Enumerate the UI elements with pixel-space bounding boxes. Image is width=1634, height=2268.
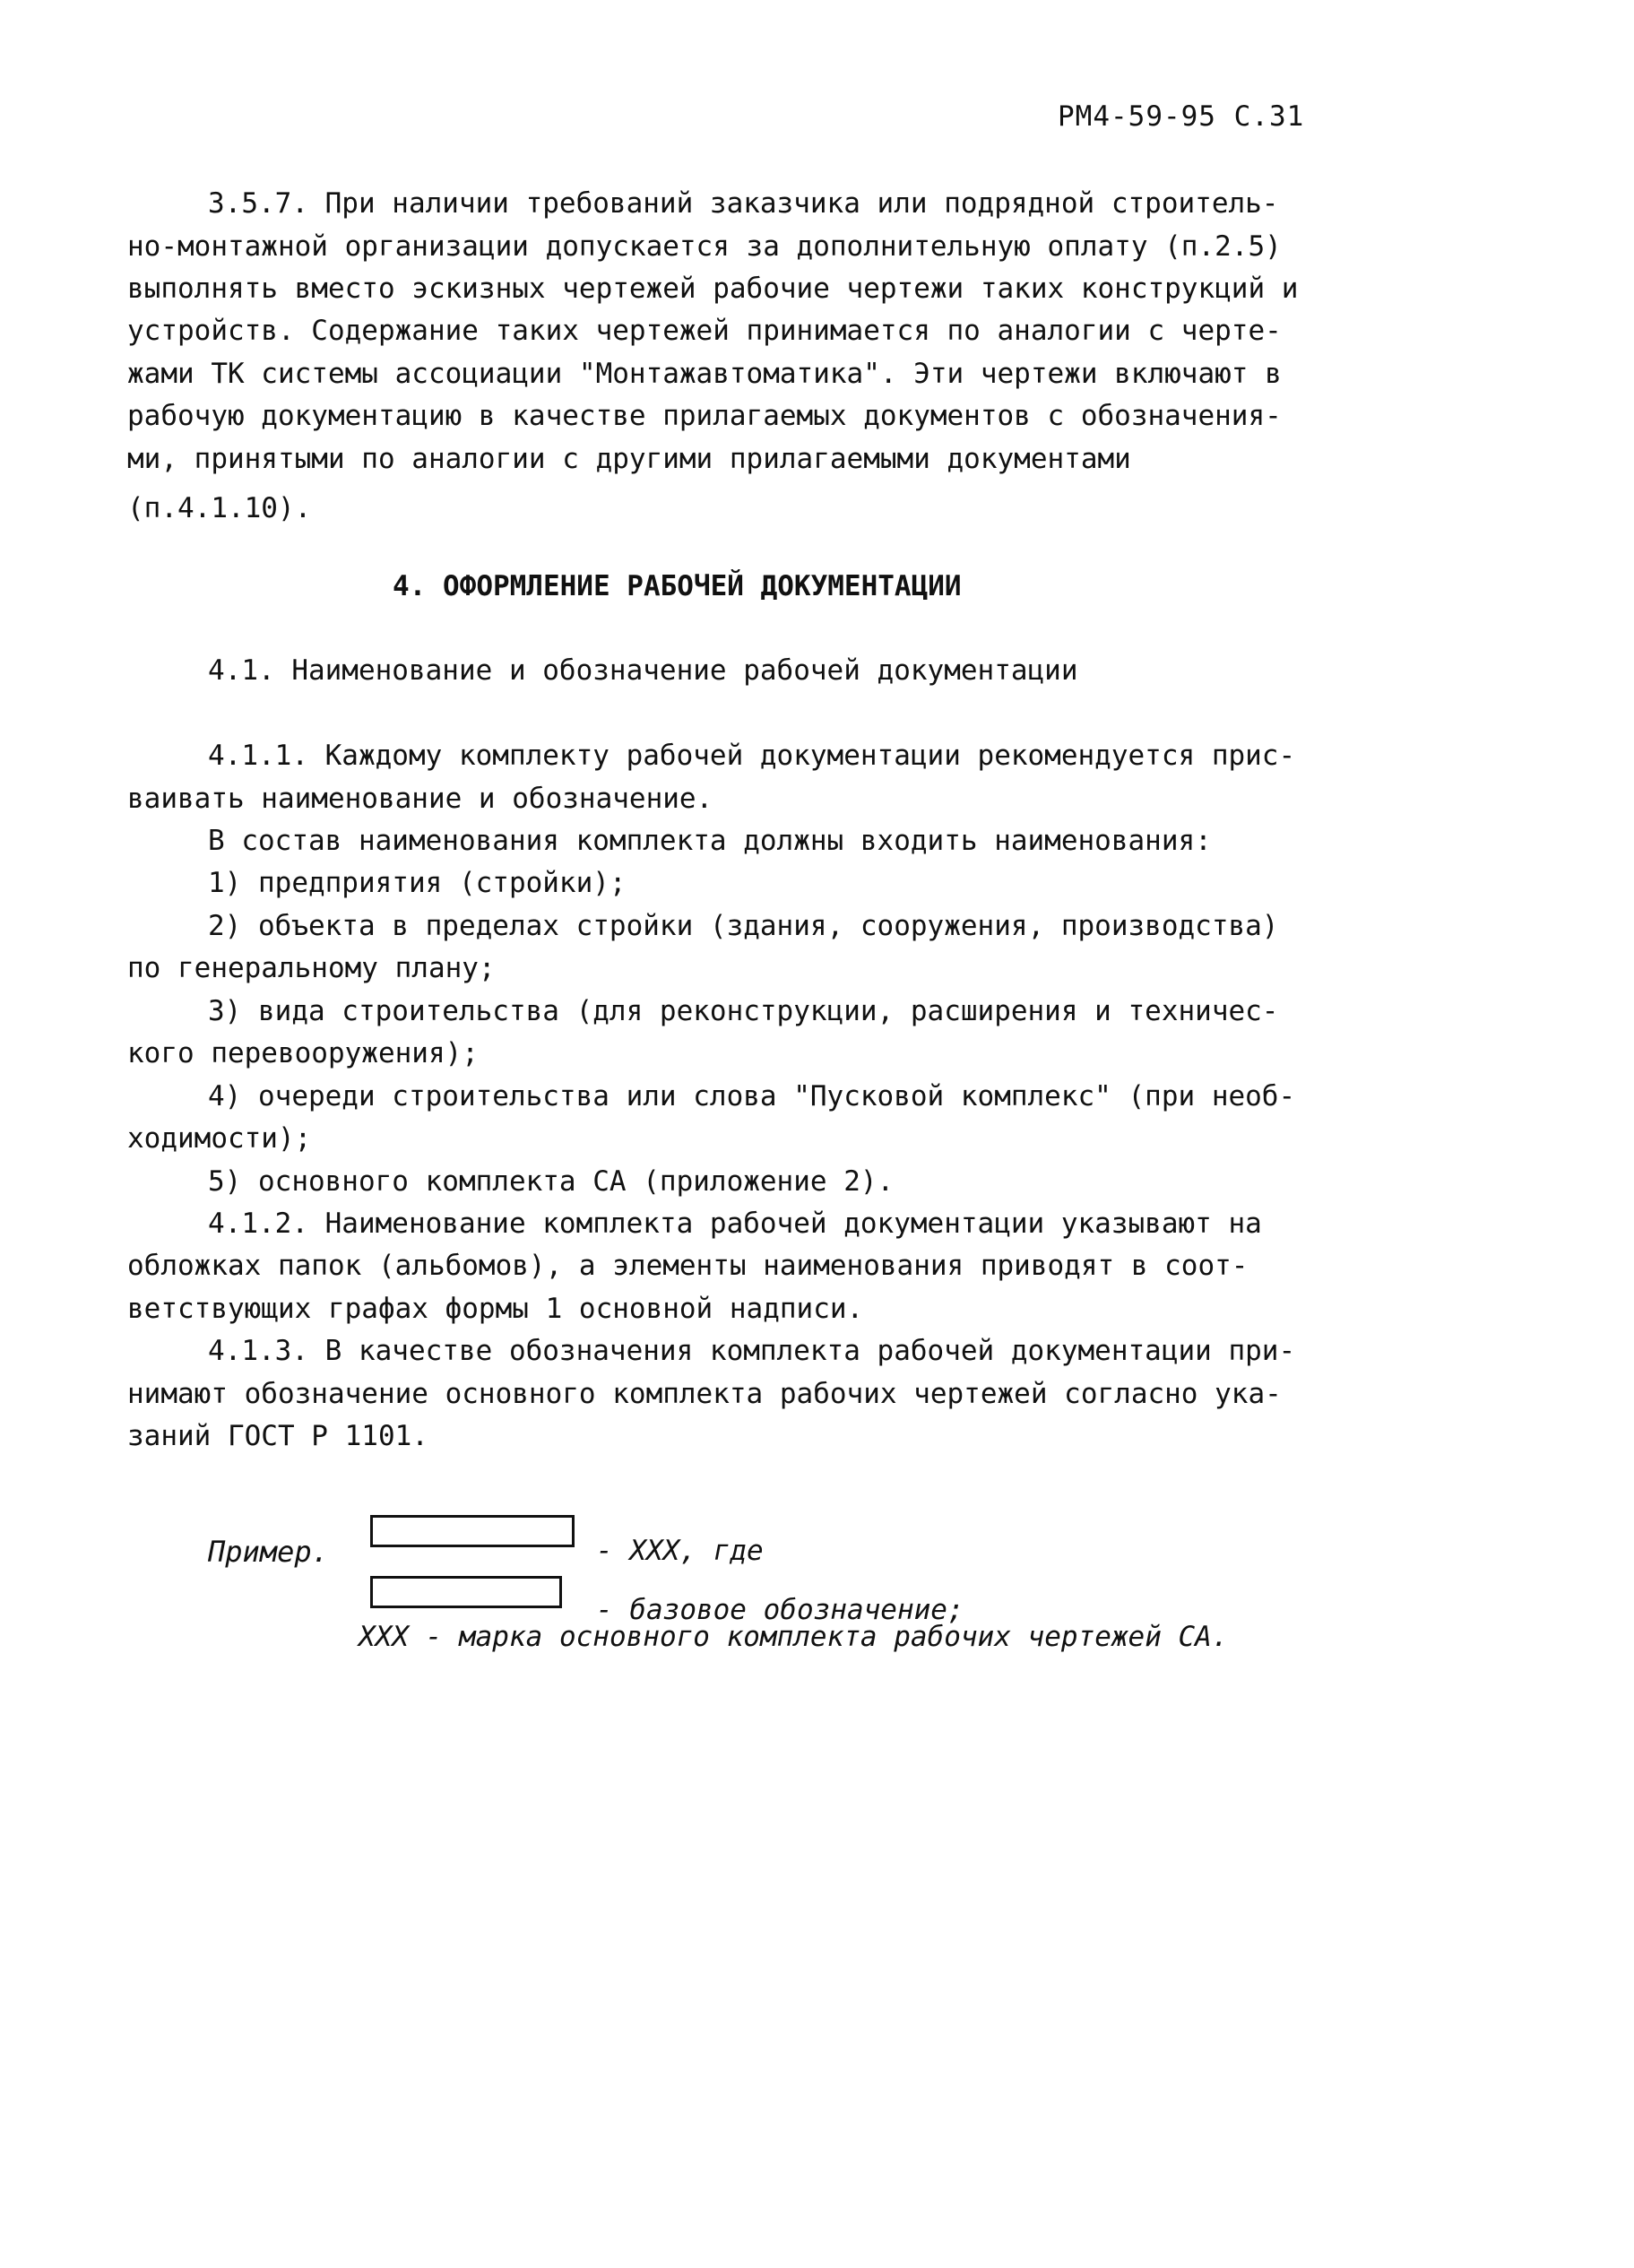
paragraph-4-1-3-line-3: заний ГОСТ Р 1101. [127, 1420, 428, 1452]
example-label: Пример. [208, 1535, 329, 1569]
paragraph-4-1-3-line-2: нимают обозначение основного комплекта рабочих чертежей согласно ука- [127, 1378, 1282, 1410]
paragraph-3-5-7-line-1: 3.5.7. При наличии требований заказчика или подрядной строитель- [208, 187, 1279, 220]
subsection-heading: 4.1. Наименование и обозначение рабочей документации [208, 654, 1078, 687]
paragraph-3-5-7-line-3: выполнять вместо эскизных чертежей рабочие чертежи таких конструкций и [127, 273, 1299, 305]
example-line-3: XXX - марка основного комплекта рабочих чертежей СА. [359, 1621, 1229, 1653]
list-item-4-cont: ходимости); [127, 1122, 312, 1155]
paragraph-4-1-1-line-3: В состав наименования комплекта должны входить наименования: [208, 825, 1212, 857]
page-header-designation: РМ4-59-95 С.31 [1058, 100, 1305, 133]
paragraph-3-5-7-line-7: ми, принятыми по аналогии с другими прилагаемыми документами [127, 443, 1131, 475]
designation-box-full [370, 1515, 575, 1547]
paragraph-3-5-7-line-5: жами ТК системы ассоциации "Монтажавтоматика". Эти чертежи включают в [127, 358, 1282, 390]
paragraph-4-1-2-line-2: обложках папок (альбомов), а элементы наименования приводят в соот- [127, 1250, 1249, 1282]
paragraph-3-5-7-line-6: рабочую документацию в качестве прилагаемых документов с обозначения- [127, 400, 1282, 432]
section-heading: 4. ОФОРМЛЕНИЕ РАБОЧЕЙ ДОКУМЕНТАЦИИ [393, 570, 962, 602]
paragraph-4-1-2-line-3: ветствующих графах формы 1 основной надписи. [127, 1293, 864, 1325]
example-line-2: - базовое обозначение; [596, 1594, 964, 1626]
designation-box-base [370, 1576, 562, 1608]
paragraph-4-1-3-line-1: 4.1.3. В качестве обозначения комплекта рабочей документации при- [208, 1335, 1296, 1367]
list-item-1: 1) предприятия (стройки); [208, 867, 627, 899]
list-item-5: 5) основного комплекта СА (приложение 2). [208, 1165, 895, 1198]
paragraph-4-1-2-line-1: 4.1.2. Наименование комплекта рабочей документации указывают на [208, 1208, 1262, 1240]
paragraph-3-5-7-line-8: (п.4.1.10). [127, 492, 312, 524]
list-item-2-cont: по генеральному плану; [127, 952, 496, 984]
paragraph-3-5-7-line-4: устройств. Содержание таких чертежей принимается по аналогии с черте- [127, 315, 1282, 347]
list-item-3-cont: кого перевооружения); [127, 1037, 479, 1069]
list-item-4: 4) очереди строительства или слова "Пусковой комплекс" (при необ- [208, 1080, 1296, 1112]
list-item-3: 3) вида строительства (для реконструкции, расширения и техничес- [208, 995, 1279, 1027]
example-line-1: - XXX, где [596, 1535, 764, 1567]
list-item-2: 2) объекта в пределах стройки (здания, сооружения, производства) [208, 910, 1279, 942]
paragraph-4-1-1-line-2: ваивать наименование и обозначение. [127, 783, 713, 815]
paragraph-3-5-7-line-2: но-монтажной организации допускается за дополнительную оплату (п.2.5) [127, 230, 1282, 263]
paragraph-4-1-1-line-1: 4.1.1. Каждому комплекту рабочей документации рекомендуется прис- [208, 740, 1296, 772]
